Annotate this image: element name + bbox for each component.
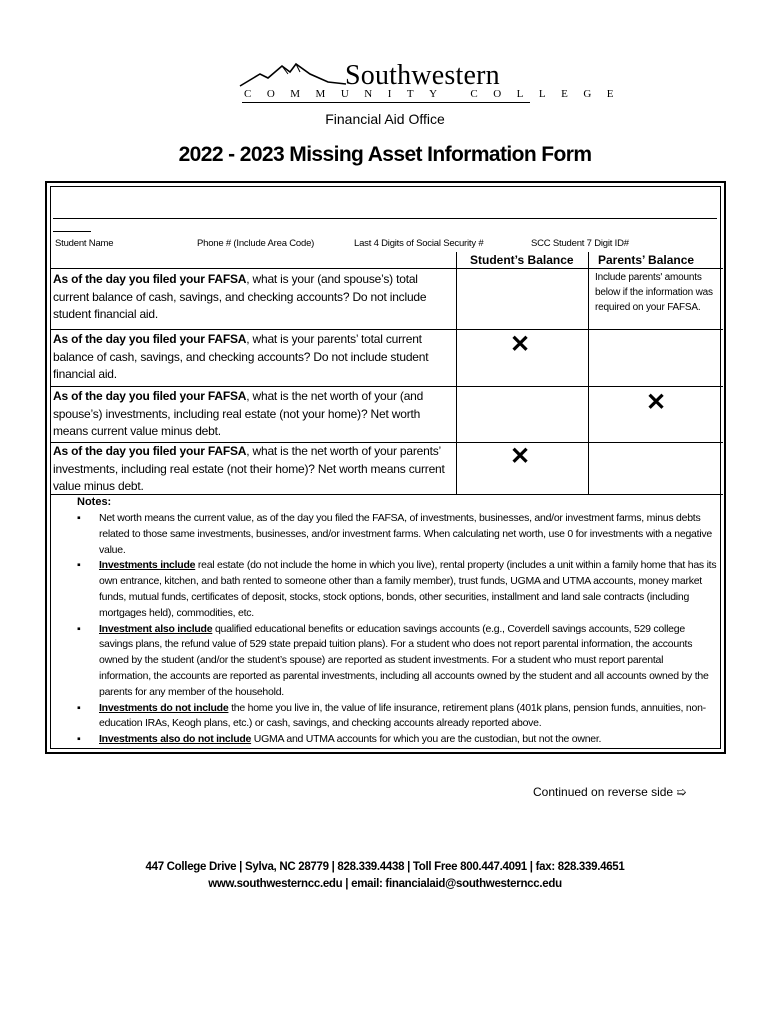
parents-balance-cell-2[interactable] xyxy=(590,331,721,384)
notes-list xyxy=(77,511,717,748)
logo-rule xyxy=(242,102,530,103)
bullet-icon: ▪ xyxy=(77,622,81,635)
student-name-label: Student Name xyxy=(55,238,114,249)
parents-balance-header: Parents’ Balance xyxy=(598,253,695,267)
footer-address: 447 College Drive | Sylva, NC 28779 | 828.339.4438 | Toll Free 800.447.4091 | fax: 828.339.4651 xyxy=(145,861,625,873)
notes-title: Notes: xyxy=(77,496,112,508)
footer-contact: www.southwesterncc.edu | email: financialaid@southwesterncc.edu xyxy=(208,878,562,890)
student-id-label: SCC Student 7 Digit ID# xyxy=(531,238,629,249)
bullet-icon: ▪ xyxy=(77,512,81,524)
bullet-icon: ▪ xyxy=(77,559,81,572)
logo-name: Southwestern xyxy=(345,60,500,91)
office-name: Financial Aid Office xyxy=(325,111,445,127)
table-rule xyxy=(50,386,723,387)
student-balance-header: Student’s Balance xyxy=(470,253,574,267)
question-row-3: As of the day you filed your FAFSA, what is the net worth of your (and spouse’s) investments, including real estate (not your home)? Net worth means current value minus debt. xyxy=(53,389,424,438)
ssn-label: Last 4 Digits of Social Security # xyxy=(354,238,484,249)
table-column-divider xyxy=(588,252,589,494)
note-item: ▪ Investments do not include the home you live in, the value of life insurance, retirement plans (401k plans, pension funds, annuities, non-education IRAs, Keogh plans, etc.) or cash, savings, and checking accounts already reported above. xyxy=(77,701,706,730)
note-item: ▪ Investments also do not include UGMA and UTMA accounts for which you are the custodian, but not the owner. xyxy=(77,732,717,748)
question-row-2: As of the day you filed your FAFSA, what is your parents’ total current balance of cash, savings, and checking accounts? Do not include student financial aid. xyxy=(53,332,429,381)
bullet-icon: ▪ xyxy=(77,733,81,746)
question-row-4: As of the day you filed your FAFSA, what is the net worth of your parents’ investments, including real estate (not their home)? Net worth means current value minus debt. xyxy=(53,444,445,493)
logo-subtitle: COMMUNITY COLLEGE xyxy=(244,88,629,100)
student-info-line[interactable] xyxy=(53,218,717,219)
parents-balance-note: Include parents' amounts below if the information was required on your FAFSA. xyxy=(595,272,713,313)
note-item: ▪ Investment also include qualified educational benefits or education savings accounts (e.g., Coverdell savings accounts, 529 college savings plans, the refund value of 529 state prepaid tuition plans). For a student who does not report parental information, the accounts owned by the student (and/or the student’s spouse) are reported as student investments. For a student who must report parental information, the accounts are reported as parental investments, including all accounts owned by the student and all accounts owned by the parents for any member of the household. xyxy=(77,622,709,698)
parents-balance-cell-4[interactable] xyxy=(590,444,721,492)
continued-note: Continued on reverse side ➯ xyxy=(533,785,687,799)
table-rule xyxy=(50,268,723,269)
form-title: 2022 - 2023 Missing Asset Information Form xyxy=(178,143,592,166)
note-item: ▪ Investments include real estate (do not include the home in which you live), rental property (includes a unit within a family home that has its own entrance, kitchen, and bath rented to someone other than a family member), trust funds, UGMA and UTMA accounts, money market funds, mutual funds, certificates of deposit, stocks, stock options, bonds, other securities, installment and land sale contracts (including mortgages held), commodities, etc. xyxy=(77,559,717,619)
student-info-line-stub xyxy=(53,231,91,232)
note-item: ▪ Net worth means the current value, as of the day you filed the FAFSA, of investments, businesses, and/or investment farms, minus debts related to those same investments, businesses, and/or investment farms. When calculating net worth, use 0 for investments with a negative value. xyxy=(77,512,712,556)
phone-label: Phone # (Include Area Code) xyxy=(197,238,315,249)
student-balance-cell-3[interactable] xyxy=(458,388,586,440)
x-mark-icon: ✕ xyxy=(510,443,531,470)
table-column-divider xyxy=(456,252,457,494)
table-rule xyxy=(50,329,723,330)
mountain-logo-icon xyxy=(238,60,348,90)
bullet-icon: ▪ xyxy=(77,701,81,714)
x-mark-icon: ✕ xyxy=(646,389,667,416)
student-balance-cell-1[interactable] xyxy=(458,271,586,327)
x-mark-icon: ✕ xyxy=(510,331,531,358)
question-row-1: As of the day you filed your FAFSA, what is your (and spouse’s) total current balance of cash, savings, and checking accounts? Do not include student financial aid. xyxy=(53,272,427,321)
